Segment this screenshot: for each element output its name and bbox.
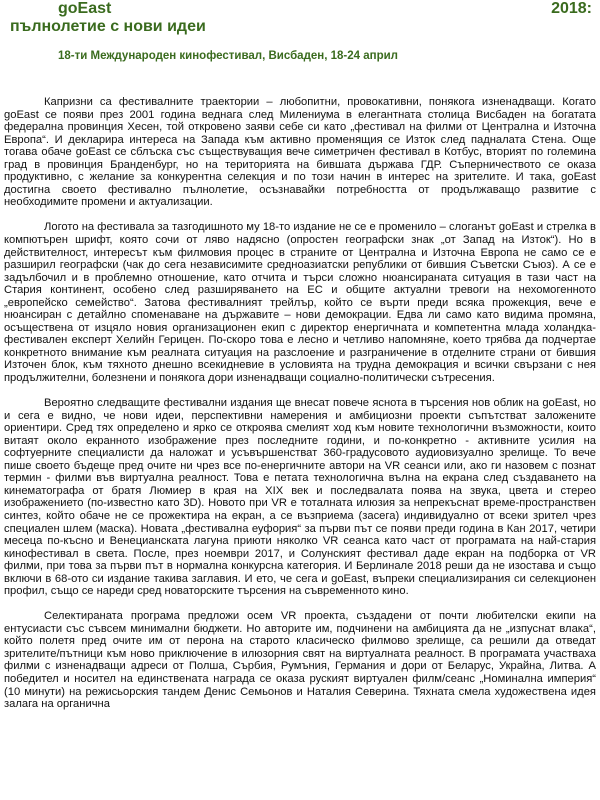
article-title [10,0,592,20]
body-paragraph: Вероятно следващите фестивални издания ще внесат повече яснота в търсения нов облик на goEast, но и сега е видно, че нови идеи, перспективни намерения и амбициозни проекти съпътстват заложените ориентири. Сред тях определено и ярко се откроява смелият ход към новите технологични възможности, които витаят около екранното изображение през последните години, и по-конкретно - активните усилия на софтуерните специалисти да наложат и усъвършенстват 360-градусовото аудиовизуално зрелище. То вече пише своето бъдеще пред очите ни чрез все по-енергичните автори на VR сеанси или, ако ги назовем с познат термин - филми във виртуална реалност. Това е петата технологична вълна на екрана след създаването на кинематографа от братя Люмиер в края на XIX век и последвалата поява на звука, цвета и стерео изображението (по-известно като 3D). Новото при VR е тоталната илюзия за непрекъснат време-пространствен синтез, който обаче не се прожектира на екран, а се възприема (засега) индивидуално от всеки зрител чрез специален шлем (маска). Новата „фестивална еуфория“ за първи път се появи преди година в Кан 2017, четири месеца по-късно и Венецианската лагуна приюти няколко VR сеанса като част от програмата на най-стария кинофестивал в света. После, през ноември 2017, и Солунският фестивал даде екран на подборка от VR филми, при това за първи път в нормална конкурсна категория. И Берлинале 2018 реши да не изостава и също включи в 68-ото си издание такива заглавия. И ето, че сега и goEast, въпреки специализирания си селекционен профил, също се нареди сред новаторските търсения на съвременното кино. [4,397,596,598]
title-festival-name: goEast [58,0,112,17]
body-paragraph: Селектираната програма предложи осем VR проекта, създадени от почти любителски екипи на ентусиасти със съвсем минимални бюджети. Но авторите им, подчинени на амбицията да не „изпуснат влака“, който полетя пред очите им от перона на старото класическо филмово зрелище, са решили да отведат зрителите/пътници към ново приключение в илюзорния свят на виртуалната реалност. В програмата участваха филми с изненадващи адреси от Полша, Сърбия, Румъния, Германия и дори от Беларус, Украйна, Литва. А победител и носител на единствената награда се оказа руският виртуален филм/сеанс „Номинална империя“ (10 минути) на режисьорския тандем Денис Семьонов и Наталия Северина. Тяхната смела художествена идея залага на органична [4,610,596,711]
article-subtitle: 18-ти Международен кинофестивал, Висбаден, 18-24 април [58,50,398,62]
title-year: 2018: [551,0,592,17]
article-body [4,96,596,723]
body-paragraph: Капризни са фестивалните траектории – любопитни, провокативни, понякога изненадващи. Когато goEast се появи през 2001 година веднага след Милениума в елегантната столица Висбаден на богатата федерална провинция Хесен, той откровено заяви себе си като „фестивал на филми от Централна и Източна Европа“. И декларира интереса на Запада към активно променящия се Изток след падналата Стена. Още тогава обаче goEast се сблъска със съществуващия вече симетричен фестивал в Котбус, вторият по големина град в провинция Бранденбург, но на територията на бившата държава ГДР. Съперничеството се оказа продуктивно, с желание за конкурентна селекция и по този начин в интерес на зрителите. И така, goEast достигна своето фестивално пълнолетие, осъзнавайки потребността от продължаващо развитие с необходимите промени и актуализации. [4,96,596,209]
body-paragraph: Логото на фестивала за тазгодишното му 18-то издание не се е променило – слоганът goEast и стрелка в компютърен шрифт, която сочи от ляво надясно (опростен географски знак „от Запад на Изток“). Но в действителност, интересът към филмовия процес в страните от Централна и Източна Европа не само се е разширил географски (чак до сега независимите средноазиатски републики от бившия Съветски Съюз). А се е задълбочил и в проблемно отношение, като отчита и търси сложно нюансираната ситуация в тази част на Стария континент, особено след разширяването на ЕС и общите актуални тревоги на нехомогенното „европейско семейство“. Затова фестивалният трейлър, който се върти преди всяка прожекция, вече е нюансиран с детайлно споменаване на държавите – нови демокрации. Едва ли само като видима промяна, осъществена от изцяло новия организационен екип с директор енергичната и компетентна млада холандка-фестивален експерт Хелийн Герицен. По-скоро това е лесно и четливо напомняне, което трябва да подчертае конкретното внимание към реалната ситуация на разслоение и разграничение в отделните страни от бившия Източен блок, към тяхното днешно всекидневие в условията на трудна демокрация и всички свързани с нея продължителни, болезнени и понякога дори изненадващи социално-политически сътресения. [4,221,596,384]
title-tagline: пълнолетие с нови идеи [10,18,206,35]
